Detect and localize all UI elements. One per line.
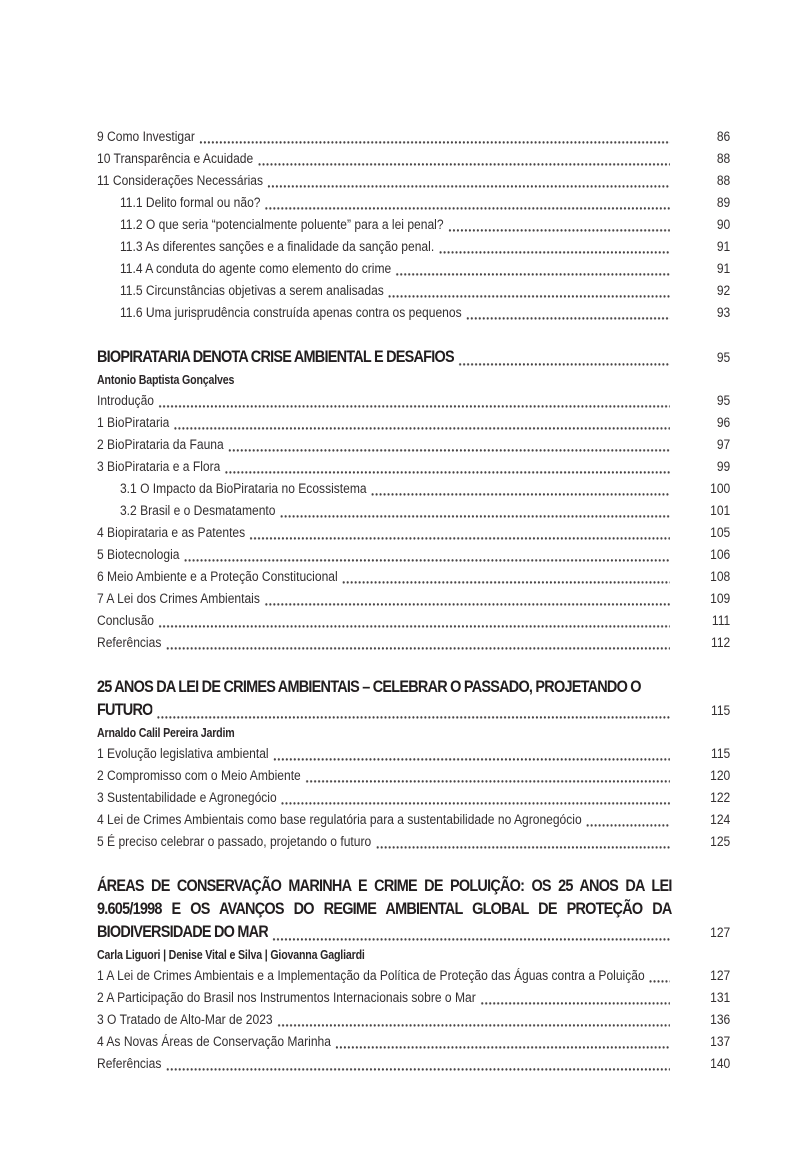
table-of-contents xyxy=(97,126,730,1075)
chapter-heading-line: 25 ANOS DA LEI DE CRIMES AMBIENTAIS – CELEBRAR O PASSADO, PROJETANDO O xyxy=(97,677,641,696)
toc-leader-dots xyxy=(184,558,670,563)
toc-leader-dots xyxy=(158,404,670,409)
toc-entry-title: Conclusão xyxy=(97,613,154,629)
toc-entry xyxy=(97,566,730,588)
toc-entry-title: 2 BioPirataria da Fauna xyxy=(97,437,224,453)
toc-entry xyxy=(97,965,730,987)
toc-leader-dots xyxy=(586,823,670,828)
toc-entry-title: 11.2 O que seria “potencialmente poluente” para a lei penal? xyxy=(119,217,444,233)
chapter-authors: Arnaldo Calil Pereira Jardim xyxy=(97,726,235,740)
toc-page-number: 96 xyxy=(716,415,731,431)
toc-entry xyxy=(97,390,730,412)
toc-page-number: 92 xyxy=(716,283,731,299)
toc-page-number: 120 xyxy=(710,768,731,784)
toc-section xyxy=(97,126,730,324)
toc-entry xyxy=(97,258,730,280)
toc-section xyxy=(97,675,730,853)
toc-leader-dots xyxy=(199,140,670,145)
toc-leader-dots xyxy=(158,624,670,629)
toc-page-number: 124 xyxy=(710,812,731,828)
toc-page-number: 86 xyxy=(716,129,731,145)
toc-leader-dots xyxy=(166,1067,670,1072)
toc-entry-title: 10 Transparência e Acuidade xyxy=(97,151,254,167)
toc-page-number: 115 xyxy=(711,746,731,762)
toc-leader-dots xyxy=(305,779,670,784)
toc-entry-title: 11.4 A conduta do agente como elemento do crime xyxy=(119,261,392,277)
toc-entry-title: 11.1 Delito formal ou não? xyxy=(119,195,261,211)
chapter-heading xyxy=(97,345,730,370)
toc-leader-dots xyxy=(166,646,670,651)
toc-leader-dots xyxy=(280,514,670,519)
chapter-heading-title-row xyxy=(97,698,730,723)
toc-page-number: 91 xyxy=(716,239,731,255)
toc-page-number: 140 xyxy=(710,1056,731,1072)
toc-page-number: 91 xyxy=(716,261,731,277)
toc-entry-title: Referências xyxy=(97,1056,162,1072)
chapter-heading-line: FUTURO xyxy=(97,700,153,719)
toc-entry-title: 3.2 Brasil e o Desmatamento xyxy=(119,503,276,519)
toc-leader-dots xyxy=(157,715,670,720)
chapter-heading-line: ÁREAS DE CONSERVAÇÃO MARINHA E CRIME DE POLUIÇÃO: OS 25 ANOS DA LEI xyxy=(97,876,672,895)
toc-entry xyxy=(97,632,730,654)
toc-leader-dots xyxy=(174,426,670,431)
toc-entry-title: 3 BioPirataria e a Flora xyxy=(97,459,221,475)
toc-page-number: 127 xyxy=(710,968,731,984)
toc-entry xyxy=(97,302,730,324)
chapter-heading-line: 9.605/1998 E OS AVANÇOS DO REGIME AMBIENTAL GLOBAL DE PROTEÇÃO DA xyxy=(97,899,672,918)
toc-leader-dots xyxy=(257,162,669,167)
toc-leader-dots xyxy=(277,1023,670,1028)
toc-entry-title: 11.5 Circunstâncias objetivas a serem analisadas xyxy=(119,283,384,299)
toc-page-number: 105 xyxy=(710,525,731,541)
toc-entry xyxy=(97,787,730,809)
toc-entry xyxy=(97,522,730,544)
toc-leader-dots xyxy=(264,602,670,607)
toc-entry-title: 11 Considerações Necessárias xyxy=(97,173,264,189)
toc-leader-dots xyxy=(267,184,670,189)
toc-page-number: 112 xyxy=(711,635,731,651)
toc-entry xyxy=(97,236,730,258)
toc-entry-title: 5 É preciso celebrar o passado, projetando o futuro xyxy=(97,834,372,850)
toc-entry xyxy=(97,148,730,170)
toc-leader-dots xyxy=(225,470,670,475)
toc-page-number: 90 xyxy=(716,217,731,233)
toc-entry-title: 2 A Participação do Brasil nos Instrumentos Internacionais sobre o Mar xyxy=(97,990,476,1006)
toc-page-number: 93 xyxy=(716,305,731,321)
toc-page-number: 122 xyxy=(710,790,731,806)
toc-entry-title: 11.6 Uma jurisprudência construída apenas contra os pequenos xyxy=(119,305,462,321)
toc-page-number: 111 xyxy=(711,613,731,629)
toc-page-number: 136 xyxy=(710,1012,731,1028)
toc-leader-dots xyxy=(228,448,670,453)
toc-entry xyxy=(97,987,730,1009)
toc-leader-dots xyxy=(395,272,669,277)
toc-page-number: 125 xyxy=(710,834,731,850)
toc-page-number: 95 xyxy=(716,393,731,409)
toc-entry-title: 4 Biopirataria e as Patentes xyxy=(97,525,246,541)
chapter-heading-title-row xyxy=(97,920,730,945)
toc-page-number: 100 xyxy=(710,481,731,497)
toc-entry-title: 3 Sustentabilidade e Agronegócio xyxy=(97,790,277,806)
toc-entry-title: 9 Como Investigar xyxy=(97,129,195,145)
toc-entry xyxy=(97,610,730,632)
toc-entry-title: 1 Evolução legislativa ambiental xyxy=(97,746,269,762)
toc-page-number: 99 xyxy=(716,459,731,475)
chapter-heading-line: BIOPIRATARIA DENOTA CRISE AMBIENTAL E DESAFIOS xyxy=(97,347,454,366)
toc-leader-dots xyxy=(375,845,669,850)
chapter-authors: Antonio Baptista Gonçalves xyxy=(97,373,235,387)
toc-entry xyxy=(97,478,730,500)
toc-entry-title: 2 Compromisso com o Meio Ambiente xyxy=(97,768,301,784)
toc-entry-title: Referências xyxy=(97,635,162,651)
toc-entry xyxy=(97,809,730,831)
toc-entry-title: 4 Lei de Crimes Ambientais como base regulatória para a sustentabilidade no Agronegócio xyxy=(97,812,582,828)
toc-entry xyxy=(97,280,730,302)
toc-leader-dots xyxy=(388,294,670,299)
toc-entry xyxy=(97,1009,730,1031)
toc-entry xyxy=(97,765,730,787)
toc-entry-title: 11.3 As diferentes sanções e a finalidade da sanção penal. xyxy=(119,239,435,255)
toc-leader-dots xyxy=(273,757,670,762)
toc-entry xyxy=(97,588,730,610)
toc-page-number: 101 xyxy=(710,503,731,519)
toc-leader-dots xyxy=(249,536,669,541)
toc-leader-dots xyxy=(342,580,670,585)
toc-entry xyxy=(97,456,730,478)
chapter-heading xyxy=(97,675,730,723)
toc-entry xyxy=(97,412,730,434)
toc-entry-title: 3.1 O Impacto da BioPirataria no Ecossistema xyxy=(119,481,367,497)
toc-entry xyxy=(97,1053,730,1075)
toc-page-number: 89 xyxy=(716,195,731,211)
toc-entry-title: Introdução xyxy=(97,393,154,409)
toc-leader-dots xyxy=(448,228,670,233)
toc-entry xyxy=(97,192,730,214)
toc-leader-dots xyxy=(265,206,670,211)
toc-entry xyxy=(97,831,730,853)
toc-leader-dots xyxy=(480,1001,670,1006)
toc-leader-dots xyxy=(649,979,670,984)
toc-page-number: 109 xyxy=(710,591,731,607)
toc-entry-title: 1 A Lei de Crimes Ambientais e a Implementação da Política de Proteção das Águas contra a Poluição xyxy=(97,968,645,984)
toc-page-number: 131 xyxy=(710,990,731,1006)
chapter-heading-title-row xyxy=(97,345,730,370)
toc-entry xyxy=(97,434,730,456)
toc-entry xyxy=(97,500,730,522)
toc-entry-title: 3 O Tratado de Alto-Mar de 2023 xyxy=(97,1012,273,1028)
toc-entry-title: 4 As Novas Áreas de Conservação Marinha xyxy=(97,1034,331,1050)
toc-entry xyxy=(97,170,730,192)
toc-section xyxy=(97,345,730,654)
toc-leader-dots xyxy=(371,492,670,497)
toc-page-number: 108 xyxy=(710,569,731,585)
toc-entry-title: 6 Meio Ambiente e a Proteção Constitucional xyxy=(97,569,338,585)
chapter-heading-line: BIODIVERSIDADE DO MAR xyxy=(97,922,268,941)
toc-leader-dots xyxy=(335,1045,670,1050)
toc-page-number: 88 xyxy=(716,151,731,167)
toc-entry xyxy=(97,1031,730,1053)
toc-entry xyxy=(97,126,730,148)
toc-leader-dots xyxy=(272,937,670,942)
toc-leader-dots xyxy=(458,362,670,367)
toc-entry xyxy=(97,214,730,236)
toc-section xyxy=(97,874,730,1075)
toc-leader-dots xyxy=(438,250,669,255)
toc-page-number: 137 xyxy=(710,1034,731,1050)
toc-page-number: 106 xyxy=(710,547,731,563)
toc-entry xyxy=(97,544,730,566)
toc-entry-title: 7 A Lei dos Crimes Ambientais xyxy=(97,591,260,607)
toc-page-number: 88 xyxy=(716,173,731,189)
chapter-heading xyxy=(97,874,730,945)
toc-entry xyxy=(97,743,730,765)
toc-entry-title: 5 Biotecnologia xyxy=(97,547,180,563)
toc-page-number: 127 xyxy=(710,925,731,941)
toc-page-number: 95 xyxy=(716,350,731,366)
toc-page-number: 97 xyxy=(716,437,731,453)
toc-leader-dots xyxy=(466,316,670,321)
toc-leader-dots xyxy=(281,801,670,806)
chapter-authors: Carla Liguori | Denise Vital e Silva | Giovanna Gagliardi xyxy=(97,948,365,962)
toc-page-number: 115 xyxy=(711,703,731,719)
toc-entry-title: 1 BioPirataria xyxy=(97,415,170,431)
